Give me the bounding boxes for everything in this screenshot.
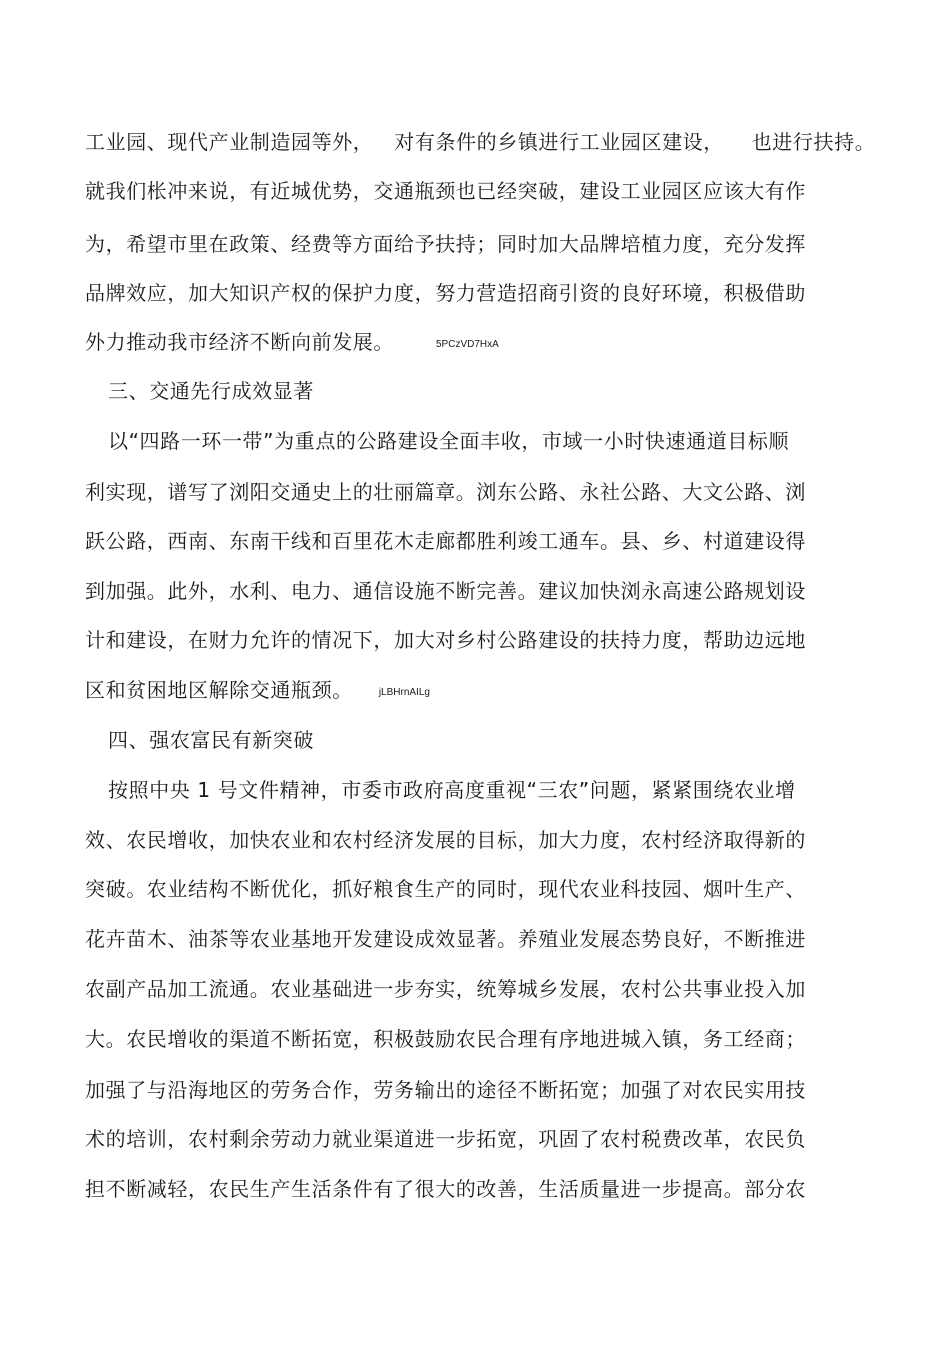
paragraph-line: 加强了与沿海地区的劳务合作，劳务输出的途径不断拓宽；加强了对农民实用技 <box>85 1078 806 1102</box>
section-heading: 四、强农富民有新突破 <box>108 728 314 752</box>
paragraph-text: 外力推动我市经济不断向前发展。 <box>85 330 394 354</box>
paragraph-line: 担不断减轻，农民生产生活条件有了很大的改善，生活质量进一步提高。部分农 <box>85 1177 806 1201</box>
paragraph-line: 花卉苗木、油茶等农业基地开发建设成效显著。养殖业发展态势良好，不断推进 <box>85 927 806 951</box>
paragraph-line: 以“四路一环一带”为重点的公路建设全面丰收，市域一小时快速通道目标顺 <box>108 429 790 453</box>
paragraph-text: 区和贫困地区解除交通瓶颈。 <box>85 678 353 702</box>
paragraph-line: 突破。农业结构不断优化，抓好粮食生产的同时，现代农业科技园、烟叶生产、 <box>85 877 806 901</box>
paragraph-line: 术的培训，农村剩余劳动力就业渠道进一步拓宽，巩固了农村税费改革，农民负 <box>85 1127 806 1151</box>
paragraph-line-with-code <box>85 677 430 706</box>
watermark-code: 5PCzVD7HxA <box>436 339 499 350</box>
paragraph-line: 就我们枨冲来说，有近城优势，交通瓶颈也已经突破，建设工业园区应该大有作 <box>85 179 806 203</box>
paragraph-line: 跃公路，西南、东南干线和百里花木走廊都胜利竣工通车。县、乡、村道建设得 <box>85 529 806 553</box>
section-heading: 三、交通先行成效显著 <box>108 379 314 403</box>
watermark-code: jLBHrnAILg <box>378 687 430 698</box>
paragraph-line-with-code <box>85 329 499 358</box>
paragraph-line: 利实现，谱写了浏阳交通史上的壮丽篇章。浏东公路、永社公路、大文公路、浏 <box>85 480 806 504</box>
paragraph-line: 品牌效应，加大知识产权的保护力度，努力营造招商引资的良好环境，积极借助 <box>85 281 806 305</box>
paragraph-line: 大。农民增收的渠道不断拓宽，积极鼓励农民合理有序地进城入镇，务工经商； <box>85 1027 806 1051</box>
paragraph-line: 按照中央 1 号文件精神，市委市政府高度重视“三农”问题，紧紧围绕农业增 <box>108 778 796 802</box>
paragraph-line: 效、农民增收，加快农业和农村经济发展的目标，加大力度，农村经济取得新的 <box>85 828 806 852</box>
paragraph-line: 农副产品加工流通。农业基础进一步夯实，统筹城乡发展，农村公共事业投入加 <box>85 977 806 1001</box>
paragraph-line: 计和建设，在财力允许的情况下，加大对乡村公路建设的扶持力度，帮助边远地 <box>85 628 806 652</box>
paragraph-line: 到加强。此外，水利、电力、通信设施不断完善。建议加快浏永高速公路规划设 <box>85 579 806 603</box>
paragraph-line: 为，希望市里在政策、经费等方面给予扶持；同时加大品牌培植力度，充分发挥 <box>85 232 806 256</box>
paragraph-line: 工业园、现代产业制造园等外， 对有条件的乡镇进行工业园区建设， 也进行扶持。 <box>85 130 876 154</box>
